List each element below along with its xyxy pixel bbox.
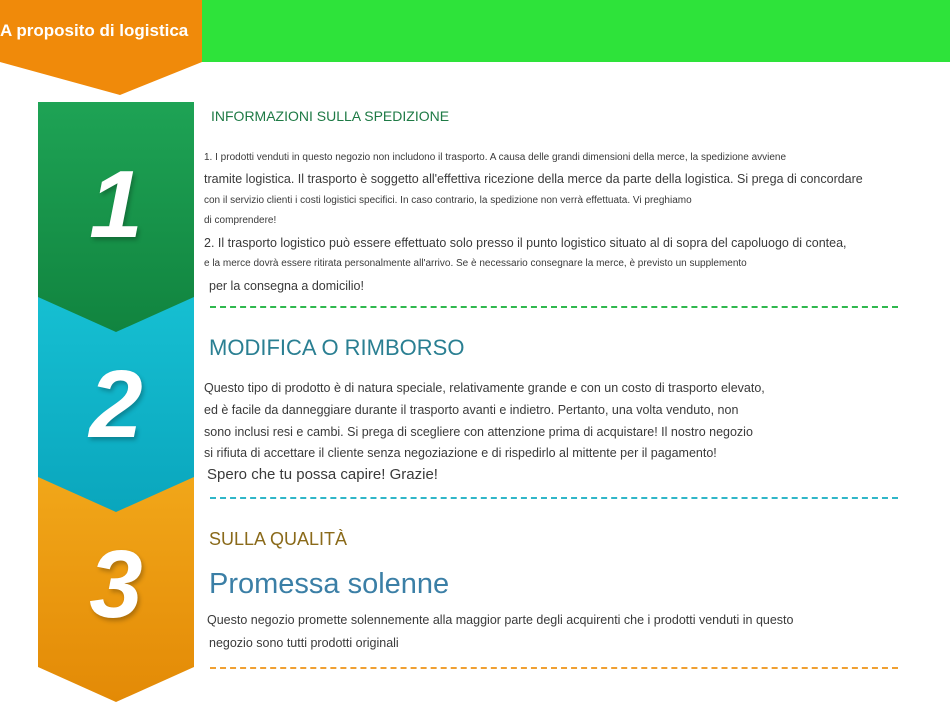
- quality-line: Questo negozio promette solennemente alla maggior parte degli acquirenti che i prodotti venduti in questo: [207, 613, 794, 627]
- divider-3: [210, 667, 898, 669]
- returns-heading: MODIFICA O RIMBORSO: [209, 335, 465, 360]
- shipping-info-line: 2. Il trasporto logistico può essere effettuato solo presso il punto logistico situato al di sopra del capoluogo di contea,: [204, 236, 847, 250]
- page-title: A proposito di logistica: [0, 21, 189, 40]
- returns-line: si rifiuta di accettare il cliente senza negoziazione e di rispedirlo al mittente per il pagamento!: [204, 446, 717, 460]
- shipping-info-line: con il servizio clienti i costi logistici specifici. In caso contrario, la spedizione non verrà effettuata. Vi preghiamo: [204, 195, 692, 206]
- step-number-2: 2: [89, 351, 143, 458]
- shipping-info-line: di comprendere!: [204, 215, 277, 226]
- returns-line: sono inclusi resi e cambi. Si prega di scegliere con attenzione prima di acquistare! Il nostro negozio: [204, 425, 753, 439]
- quality-heading: SULLA QUALITÀ: [209, 529, 348, 549]
- header-tab: [0, 0, 202, 95]
- returns-line: Questo tipo di prodotto è di natura speciale, relativamente grande e con un costo di trasporto elevato,: [204, 381, 765, 395]
- shipping-info-line: 1. I prodotti venduti in questo negozio non includono il trasporto. A causa delle grandi dimensioni della merce, la spedizione avviene: [204, 152, 787, 163]
- quality-subheading: Promessa solenne: [209, 568, 450, 600]
- quality-line: negozio sono tutti prodotti originali: [209, 636, 399, 650]
- returns-line: ed è facile da danneggiare durante il trasporto avanti e indietro. Pertanto, una volta venduto, non: [204, 403, 739, 417]
- header-tab-shape: [0, 0, 202, 95]
- shipping-info-line: per la consegna a domicilio!: [209, 279, 364, 293]
- step-banners: [38, 102, 194, 712]
- step-number-1: 1: [89, 151, 143, 258]
- returns-thanks: Spero che tu possa capire! Grazie!: [207, 466, 438, 483]
- shipping-info-line: tramite logistica. Il trasporto è soggetto all'effettiva ricezione della merce da parte della logistica. Si prega di concordare: [204, 172, 863, 186]
- shipping-info-line: e la merce dovrà essere ritirata personalmente all'arrivo. Se è necessario consegnare la merce, è previsto un supplemento: [204, 258, 747, 269]
- shipping-info-heading: INFORMAZIONI SULLA SPEDIZIONE: [211, 108, 450, 124]
- divider-1: [210, 306, 898, 308]
- step-number-3: 3: [89, 531, 143, 638]
- divider-2: [210, 497, 898, 499]
